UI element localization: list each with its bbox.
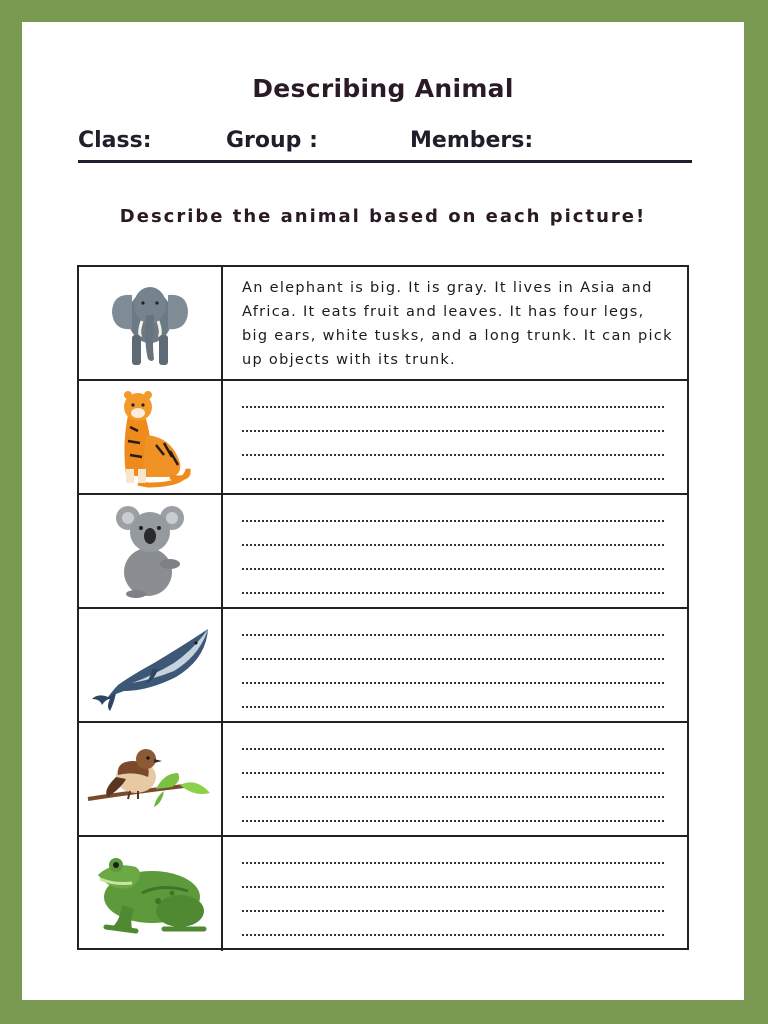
writing-line[interactable] [242, 798, 664, 822]
writing-line[interactable] [242, 750, 664, 774]
writing-line[interactable] [242, 522, 664, 546]
table-row [79, 495, 687, 609]
description-cell [223, 723, 687, 835]
table-row [79, 837, 687, 951]
writing-line[interactable] [242, 660, 664, 684]
writing-line[interactable] [242, 618, 664, 636]
writing-line[interactable] [242, 432, 664, 456]
writing-line[interactable] [242, 570, 664, 594]
table-row [79, 267, 687, 381]
writing-line[interactable] [242, 912, 664, 936]
tiger-icon [108, 385, 192, 489]
writing-line[interactable] [242, 408, 664, 432]
whale-icon [88, 619, 212, 711]
writing-line[interactable] [242, 732, 664, 750]
writing-line[interactable] [242, 456, 664, 480]
picture-cell [79, 381, 223, 493]
writing-line[interactable] [242, 846, 664, 864]
description-cell [223, 837, 687, 951]
elephant-description: An elephant is big. It is gray. It lives in Asia and Africa. It eats fruit and leaves. It has four legs, big ears, white tusks, and a long trunk. It can pick up objects with its trunk. [242, 280, 673, 368]
class-label: Class: [78, 128, 152, 153]
koala-icon [114, 502, 186, 600]
picture-cell [79, 609, 223, 721]
writing-line[interactable] [242, 546, 664, 570]
group-label: Group : [226, 128, 318, 153]
picture-cell [79, 837, 223, 951]
page-title: Describing Animal [252, 74, 514, 103]
sparrow-icon [86, 747, 214, 811]
frog-icon [92, 853, 208, 935]
picture-cell [79, 267, 223, 379]
header-fields [78, 120, 692, 163]
worksheet [22, 22, 744, 1000]
description-cell [223, 381, 687, 493]
description-cell [223, 609, 687, 721]
description-cell [223, 267, 687, 379]
writing-line[interactable] [242, 888, 664, 912]
table-row [79, 609, 687, 723]
elephant-icon [108, 275, 192, 371]
writing-line[interactable] [242, 636, 664, 660]
instruction-text: Describe the animal based on each picture! [119, 206, 647, 227]
writing-line[interactable] [242, 684, 664, 708]
picture-cell [79, 723, 223, 835]
writing-line[interactable] [242, 504, 664, 522]
animal-table [77, 265, 689, 950]
picture-cell [79, 495, 223, 607]
writing-line[interactable] [242, 774, 664, 798]
table-row [79, 723, 687, 837]
description-cell [223, 495, 687, 607]
writing-line[interactable] [242, 390, 664, 408]
writing-line[interactable] [242, 864, 664, 888]
table-row [79, 381, 687, 495]
members-label: Members: [410, 128, 534, 153]
